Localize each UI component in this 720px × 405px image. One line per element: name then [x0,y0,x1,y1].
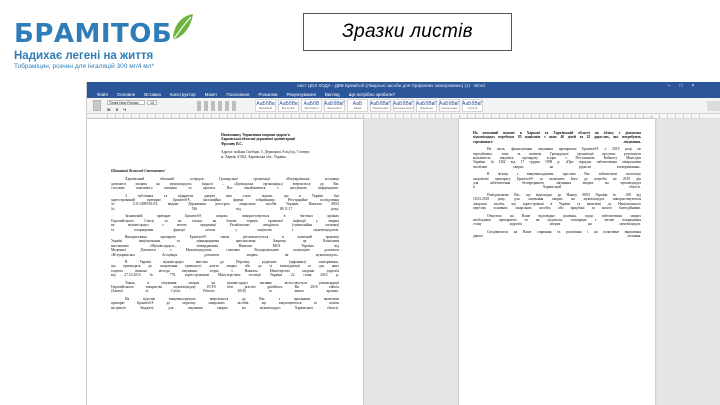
paragraph-tools[interactable] [197,101,237,111]
document-text-line: існують визнані методи лікування, згідно з Наказом Міністерства охорони здоров'я [111,268,339,273]
document-text-line: від 27.10.2014 № 778, зареєстрованим Міністерством юстиції України 22 січня 2016 р. [111,273,339,278]
style-sample: АаБ [352,100,363,107]
ribbon-tab[interactable]: Вставка [144,92,161,97]
style-sample: АаБбВв [256,100,275,107]
styles-gallery [255,99,483,112]
style-option[interactable] [416,99,437,112]
document-text-line: 18.03.2018 року, для лікування хворих на муковісцидоз використовуються [473,197,641,202]
ribbon-tab[interactable]: Макет [204,92,218,97]
document-paragraph [111,194,339,212]
document-text-line: З публічних та відкритих джерел нам стало відомо, що в Україні був [125,193,339,198]
paste-icon[interactable] [93,100,101,111]
document-text-line: лікарські засоби, що зареєстровані в Україні та включені до Національного [473,201,641,206]
font-size-select[interactable]: 10 [147,100,157,105]
document-text-line: Використання препарату Брамітоб® також регламентується в клінічній практиці [125,234,339,239]
style-sample: АаБбВвГ [439,100,461,107]
document-text-line: Європейського товариства муковісцидозу ECFS best practice guidelines. Ви 2018 edition [111,284,339,289]
document-paragraph [473,214,641,227]
font-name-select[interactable]: Times New Roman [107,100,145,105]
document-text-line: На підставі вищевикладеного звертаємося до Вас з проханням включити [125,296,339,301]
document-text-line: В зв'язку з вищевикладеним, просимо Вас забезпечити своєчасну [487,172,641,177]
document-text-line: настановам «Муковісцидоз», затвердженим Наказом МОЗ України від [111,243,339,248]
style-option[interactable] [278,99,299,112]
letter-body [111,177,339,310]
style-label: Строгий [467,106,478,110]
document-text-line: № 536 від 08.11.17 року. [111,206,339,211]
document-text-line: Адреса: майдан Свободи, 5, Держпром, 8 під'їзд, 7 поверх [221,150,310,155]
ribbon-tab[interactable]: Рецензування [286,92,316,97]
ribbon-tab[interactable]: Вигляд [324,92,340,97]
brand-name: БРАМІТОБ [14,19,173,49]
document-text-line: необхідним препаратом та на подальшу співпрацю з метою покращення [473,217,641,222]
ribbon-tab[interactable]: Конструктор [169,92,196,97]
style-label: Підзаголовок [372,106,389,110]
document-area [87,119,720,405]
style-label: Без інтерв. [281,106,296,110]
ribbon-tab[interactable]: Розсилки [258,92,278,97]
close-icon[interactable]: × [691,83,695,89]
style-option[interactable] [255,99,276,112]
letter-heading [473,131,641,144]
document-text-line: Європейського Союзу та не тільки, як базова терапія хронічної інфекції у хворих [111,218,339,223]
style-option[interactable] [324,99,345,112]
document-text-line: м. Харків, 61022, Харківська обл., Україна [221,154,286,159]
document-text-line: місцевого бюджету для лікування хворих на муковісцидоз Харківської області. [111,305,339,310]
document-text-line: даного питання. [473,234,641,239]
window-controls [666,83,696,89]
document-paragraph [111,281,339,294]
style-sample: АаБбВвГ [393,100,415,107]
document-text-line: № UA/14985/01/01, видане Державним реєстром лікарських засобів України. Наказом МОЗ [111,202,339,207]
ribbon-tab[interactable]: Основне [117,92,136,97]
style-sample: АаБбВвГ [324,100,346,107]
document-page-left[interactable] [87,119,363,405]
document-text-line: Фролову В.С. [221,141,243,146]
document-text-line: препарат Брамітоб® до переліку лікарських засобів, що закуповуються за кошти [111,301,339,306]
document-text-line: (Journal of Cystic Fibrosis 2018) та інших країнах. [111,289,339,294]
document-text-line: та покращення функції легень у пацієнтів з муковісцидозом. [111,227,339,232]
document-text-line: допомоги хворим на муковісцидоз» (надалі – «Громадська організація») звертається до Вас [111,181,339,186]
document-text-line: Україні національним та міжнародними протоколами. Зокрема, це Клінічним [111,239,339,244]
leaf-icon [169,12,195,42]
document-text-line: можливість закупівлі препарату згідно з Постановою Кабінету Міністрів [473,156,641,161]
style-option[interactable] [301,99,322,112]
format-buttons[interactable]: Ж К Ч [107,107,129,112]
document-paragraph [473,172,641,190]
document-text-line: Повідомляємо Вас, що відповідно до Наказу МОЗ України № 495 від [487,192,641,197]
ribbon-tab[interactable]: Файл [97,92,109,97]
document-text-line: Сподіваємося на Ваше сприяння та розуміння і на позитивне вирішення [487,229,641,234]
style-label: Звичайний [259,106,272,110]
document-text-line: для забезпечення безперервного лікування хворих на муковісцидоз [473,181,641,186]
document-text-line: Харківської обласної державної адміністрації [221,137,296,142]
style-option[interactable] [370,99,391,112]
document-text-line: стану здоров'я хворих на муковісцидоз. [473,222,641,227]
document-text-line: що призводять до скорочення тривалості життя хворих або до їх інвалідизації та для яких [111,264,339,269]
style-sample: АаБбВвГ [416,100,438,107]
document-text-line: В Україні муковісцидоз внесено до Переліку рідкісних (орфанних) захворювань, [125,259,339,264]
document-paragraph [111,260,339,278]
word-document-title: лист ЦОЗ ХОДА - ДВВ Бремітоб (Лікарські засоби для Орфанних захворювань) (1) - Word [297,83,485,88]
style-option[interactable] [347,99,368,112]
editing-tools[interactable] [707,101,720,111]
word-titlebar [87,82,720,91]
maximize-icon[interactable]: □ [679,83,683,89]
style-option[interactable] [393,99,414,112]
document-text-line: термінового лікування. [473,139,641,144]
slide-title: Зразки листів [342,21,473,42]
document-text-line: Харківський обласний осередок Громадської організації «Всеукраїнська асоціація [125,177,339,182]
ribbon-tab[interactable]: Посилання [226,92,250,97]
style-label: Назва [353,106,362,110]
ribbon-toolbar [87,98,720,114]
word-window [86,82,720,405]
document-text-line: переліку основних лікарських засобів, або придбані за кошти благодійників. [473,206,641,211]
document-paragraph [473,147,641,169]
document-paragraph [111,297,339,310]
ribbon-tab[interactable]: Що потрібно зробити? [348,92,396,97]
brand-logo [14,12,224,72]
minimize-icon[interactable]: – [667,83,671,89]
document-text-line: Начальнику Управління охорони здоров'я [221,133,290,137]
style-sample: АаБбВ [303,100,320,107]
document-text-line: передбачене, тому за запитом Громадської організації просимо розглянути [473,151,641,156]
document-text-line: Очікуємо на Ваше відповідне рішення, щодо забезпечення хворих [487,213,641,218]
letter-body-continued [473,147,641,238]
letter-addressee [221,133,339,146]
document-text-line: засобами хворих на рідкісні захворювання». [473,164,641,169]
slide-title-box [303,13,512,51]
document-paragraph [473,193,641,211]
style-label: Сильне виділ. [441,106,458,110]
document-text-line: Медичної Допомоги з Муковісцидозом, схвалено Всеукраїнською асоціацією допомоги [111,248,339,253]
document-paragraph [111,235,339,257]
ribbon-tabs [87,91,720,98]
document-paragraph [473,230,641,239]
brand-subtitle: Тобраміцин, розчин для інгаляцій 300 мг/4 мл* [14,63,155,70]
style-option[interactable] [462,99,483,112]
style-label: Заголовок 2 [327,106,342,110]
document-text-line: муковісцидоз перебуває 85 пацієнтів з яких 40 дітей та 25 дорослих, які потребують [473,135,641,140]
document-page-right[interactable] [459,119,655,405]
document-text-line: На поточний момент в Харкові та Харківській області на обліку з діагнозом [473,131,641,135]
style-sample: АаБбВвГ [370,100,392,107]
brand-slogan: Надихає легені на життя [14,50,154,62]
letter-salutation: Шановний Всеволод Степанович! [111,169,166,174]
document-text-line: закупівлю препарату Брамітоб® та включити його до потреби на 2019 рік [473,176,641,181]
document-paragraph [111,177,339,190]
document-text-line: Зазначений препарат Брамітоб® широко використовується в багатьох країнах [125,214,339,219]
style-option[interactable] [439,99,460,112]
style-label: Виділення [420,106,433,110]
document-text-line: «Всеукраїнська Асоціація допомоги хворим на муковісцидоз». [111,252,339,257]
style-label: Незначне виділ. [393,106,414,110]
document-text-line: на муковісцидоз з метою ерадикації Pseudomonas aeruginosa (синьогнійна паличка) [111,223,339,228]
document-text-line: Також, в лікування хворих на муковісцидоз активно застосовується рекомендації [125,280,339,285]
document-paragraph [111,214,339,232]
document-text-line: стосовно важливого питання та просить Вас ознайомитися з наступною інформацією. [111,186,339,191]
style-sample: АаБбВв [279,100,298,107]
document-text-line: України №1302 від 17 грудня 1998 р. «Про порядок забезпечення лікарськими [473,160,641,165]
document-text-line: На жаль, фінансування лікування препаратом Брамітоб® у 2019 році не [487,147,641,152]
letter-address [221,150,339,159]
style-label: Заголовок 1 [304,106,319,110]
style-sample: АаБбВвГ [462,100,484,107]
document-text-line: зареєстрований препарат Брамітоб®, інгаляційна форма тобраміцину. Реєстраційне посвідчення [111,198,339,203]
document-text-line: в Харківській області. [473,185,641,190]
